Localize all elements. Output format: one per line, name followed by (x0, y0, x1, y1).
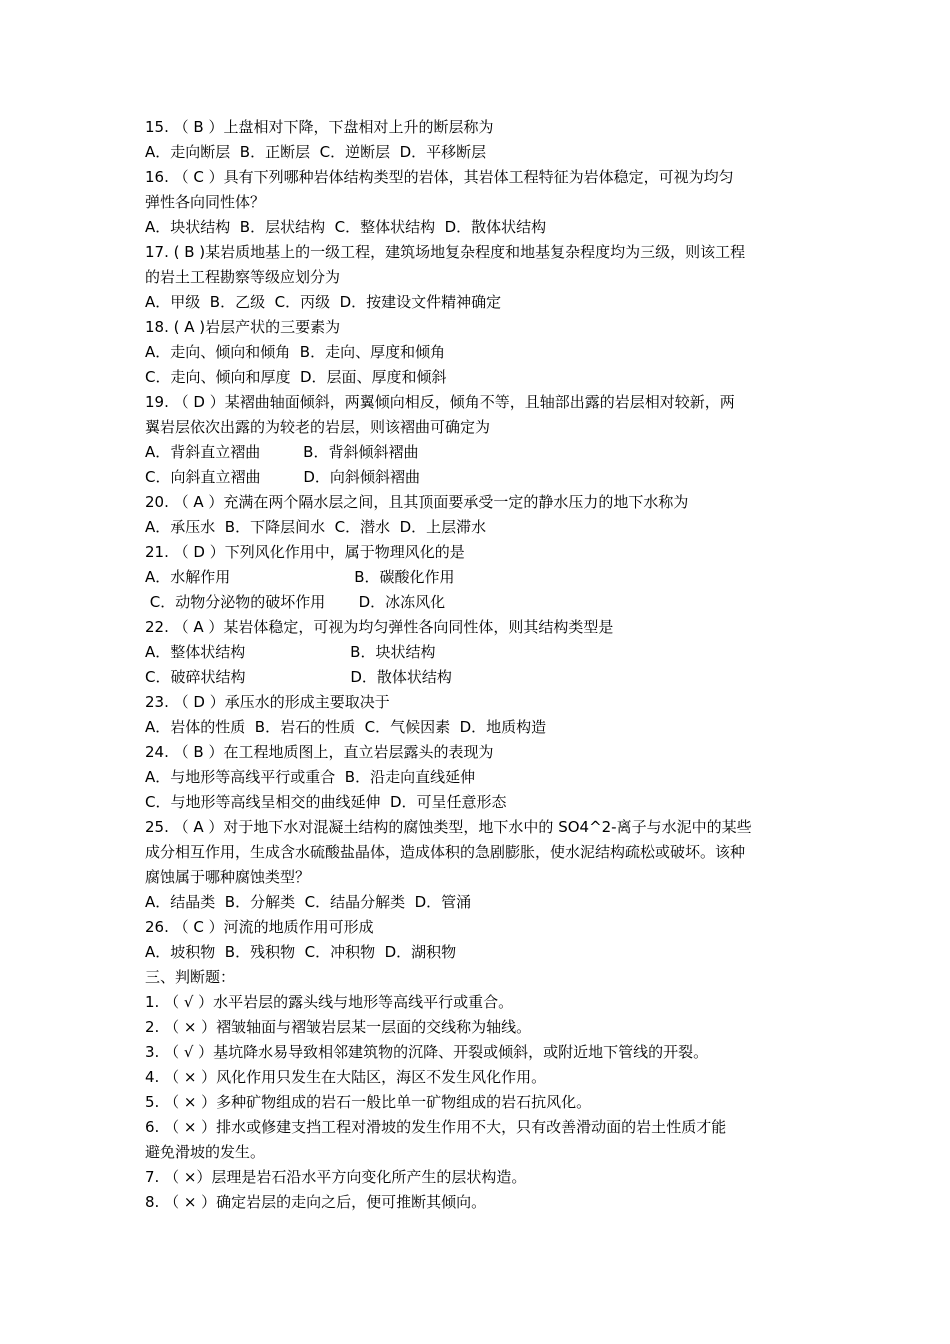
text-line: 21. （ D ）下列风化作用中，属于物理风化的是 (145, 543, 465, 561)
text-line: A．结晶类 B．分解类 C．结晶分解类 D．管涌 (145, 893, 472, 911)
text-line: 22. （ A ）某岩体稳定，可视为均匀弹性各向同性体，则其结构类型是 (145, 618, 614, 636)
text-line: 17. ( B )某岩质地基上的一级工程，建筑场地复杂程度和地基复杂程度均为三级，则该工程 (145, 243, 746, 261)
text-line: C．向斜直立褶曲 D．向斜倾斜褶曲 (145, 468, 420, 486)
text-line: A．承压水 B．下降层间水 C．潜水 D．上层滞水 (145, 518, 487, 536)
text-line: A．岩体的性质 B．岩石的性质 C．气候因素 D．地质构造 (145, 718, 547, 736)
text-line: 腐蚀属于哪种腐蚀类型？ (145, 868, 311, 886)
text-line: 3. （ √ ）基坑降水易导致相邻建筑物的沉降、开裂或倾斜，或附近地下管线的开裂。 (145, 1043, 709, 1061)
text-line: 23. （ D ）承压水的形成主要取决于 (145, 693, 390, 711)
text-line: 26. （ C ）河流的地质作用可形成 (145, 918, 374, 936)
text-line: 1. （ √ ）水平岩层的露头线与地形等高线平行或重合。 (145, 993, 514, 1011)
text-line: A．背斜直立褶曲 B．背斜倾斜褶曲 (145, 443, 419, 461)
text-line: 20. （ A ）充满在两个隔水层之间，且其顶面要承受一定的静水压力的地下水称为 (145, 493, 689, 511)
text-line: 7. （ ×）层理是岩石沿水平方向变化所产生的层状构造。 (145, 1168, 527, 1186)
text-line: 6. （ × ）排水或修建支挡工程对滑坡的发生作用不大，只有改善滑动面的岩土性质才能 (145, 1118, 727, 1136)
text-line: 16. （ C ）具有下列哪种岩体结构类型的岩体，其岩体工程特征为岩体稳定，可视为均匀 (145, 168, 734, 186)
text-line: 4. （ × ）风化作用只发生在大陆区，海区不发生风化作用。 (145, 1068, 547, 1086)
text-line: 2. （ × ）褶皱轴面与褶皱岩层某一层面的交线称为轴线。 (145, 1018, 532, 1036)
text-line: 避免滑坡的发生。 (145, 1143, 266, 1161)
text-line: 15. （ B ）上盘相对下降，下盘相对上升的断层称为 (145, 118, 494, 136)
text-line: A．水解作用 B．碳酸化作用 (145, 568, 455, 586)
text-line: 5. （ × ）多种矿物组成的岩石一般比单一矿物组成的岩石抗风化。 (145, 1093, 592, 1111)
text-line: 的岩土工程勘察等级应划分为 (145, 268, 341, 286)
text-line: A．与地形等高线平行或重合 B．沿走向直线延伸 (145, 768, 476, 786)
text-line: 成分相互作用，生成含水硫酸盐晶体，造成体积的急剧膨胀，使水泥结构疏松或破坏。该种 (145, 843, 746, 861)
section-heading: 三、判断题： (145, 968, 236, 986)
text-line: 弹性各向同性体？ (145, 193, 266, 211)
text-line: A．块状结构 B．层状结构 C．整体状结构 D．散体状结构 (145, 218, 547, 236)
text-line: 翼岩层依次出露的为较老的岩层，则该褶曲可确定为 (145, 418, 491, 436)
text-line: C．破碎状结构 D．散体状结构 (145, 668, 452, 686)
text-line: 19. （ D ）某褶曲轴面倾斜，两翼倾向相反，倾角不等，且轴部出露的岩层相对较新，两 (145, 393, 735, 411)
text-line: A．整体状结构 B．块状结构 (145, 643, 436, 661)
text-line: 24. （ B ）在工程地质图上，直立岩层露头的表现为 (145, 743, 494, 761)
text-line: A．坡积物 B．残积物 C．冲积物 D．湖积物 (145, 943, 457, 961)
text-line: C．动物分泌物的破坏作用 D．冰冻风化 (145, 593, 446, 611)
text-line: A．甲级 B．乙级 C．丙级 D．按建设文件精神确定 (145, 293, 502, 311)
text-line: 8. （ × ）确定岩层的走向之后，便可推断其倾向。 (145, 1193, 487, 1211)
text-line: C．与地形等高线呈相交的曲线延伸 D．可呈任意形态 (145, 793, 507, 811)
text-line: A．走向断层 B．正断层 C．逆断层 D．平移断层 (145, 143, 487, 161)
text-line: C．走向、倾向和厚度 D．层面、厚度和倾斜 (145, 368, 447, 386)
text-line: A．走向、倾向和倾角 B．走向、厚度和倾角 (145, 343, 446, 361)
text-line: 25. （ A ）对于地下水对混凝土结构的腐蚀类型，地下水中的 SO4^2-离子与水泥中的某些 (145, 818, 752, 836)
text-line: 18. ( A )岩层产状的三要素为 (145, 318, 341, 336)
